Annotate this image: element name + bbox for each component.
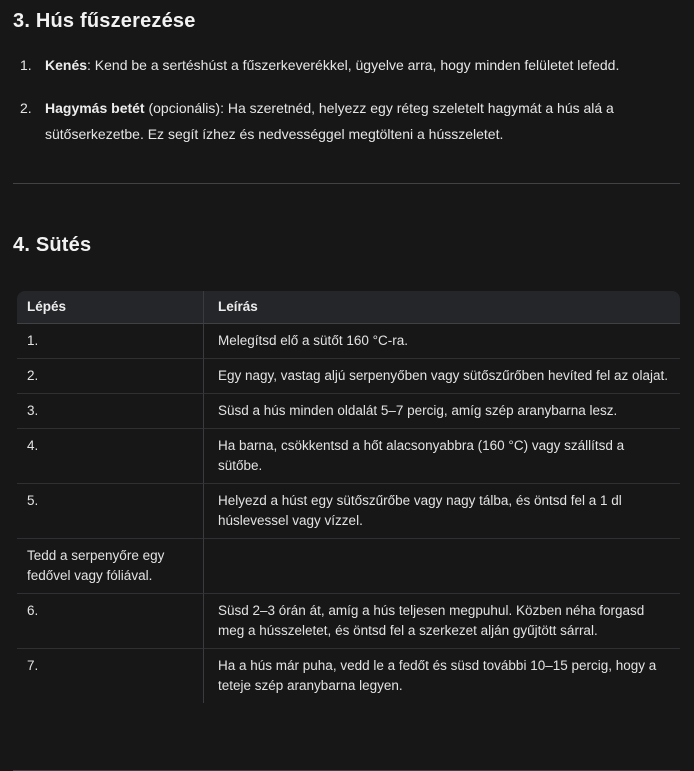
table-row xyxy=(17,648,680,703)
table-body xyxy=(17,324,680,703)
description-cell: Melegítsd elő a sütőt 160 °C-ra. xyxy=(203,324,680,358)
table-row xyxy=(17,358,680,393)
column-header-step: Lépés xyxy=(17,291,203,324)
description-cell: Egy nagy, vastag aljú serpenyőben vagy sütőszűrőben hevíted fel az olajat. xyxy=(203,358,680,393)
step-cell: 1. xyxy=(27,333,39,348)
description-cell xyxy=(203,538,680,593)
list-item-rest: (opcionális): Ha szeretnéd, helyezz egy réteg szeletelt hagymát a hús alá a sütőserkezetbe. Ez segít ízhez és nedvességgel megtölteni a hússzeletet. xyxy=(45,100,614,142)
baking-steps-table xyxy=(17,291,680,703)
step-cell: 3. xyxy=(17,393,203,428)
table-row xyxy=(17,483,680,538)
section-divider xyxy=(13,183,680,184)
section-heading-baking: 4. Sütés xyxy=(13,234,92,256)
list-item-number: 2. xyxy=(20,100,32,116)
list-item xyxy=(20,95,680,147)
column-header-description: Leírás xyxy=(203,291,680,324)
step-cell: 7. xyxy=(17,648,203,703)
section-heading-meat-seasoning: 3. Hús fűszerezése xyxy=(13,10,196,32)
table-row xyxy=(17,324,680,358)
description-cell: Süsd a hús minden oldalát 5–7 percig, amíg szép aranybarna lesz. xyxy=(203,393,680,428)
list-item-bold: Hagymás betét xyxy=(45,100,145,116)
table-row xyxy=(17,428,680,483)
step-cell: 2. xyxy=(17,358,203,393)
list-item xyxy=(20,52,680,78)
list-item-text xyxy=(45,95,675,147)
description-cell: Ha barna, csökkentsd a hőt alacsonyabbra (160 °C) vagy szállítsd a sütőbe. xyxy=(203,428,680,483)
table-row xyxy=(17,538,680,593)
table-row xyxy=(17,593,680,648)
description-cell: Ha a hús már puha, vedd le a fedőt és süsd további 10–15 percig, hogy a teteje szép aranybarna legyen. xyxy=(203,648,680,703)
table-row xyxy=(17,393,680,428)
step-cell: Tedd a serpenyőre egy fedővel vagy fóliával. xyxy=(17,538,203,593)
list-item-number: 1. xyxy=(20,57,32,73)
list-item-text xyxy=(45,52,675,78)
table-header xyxy=(17,291,680,324)
list-item-bold: Kenés xyxy=(45,57,88,73)
seasoning-steps-list xyxy=(13,52,680,147)
description-cell: Helyezd a húst egy sütőszűrőbe vagy nagy tálba, és öntsd fel a 1 dl húslevessel vagy vízzel. xyxy=(203,483,680,538)
list-item-rest: : Kend be a sertéshúst a fűszerkeverékkel, ügyelve arra, hogy minden felületet lefedd. xyxy=(87,57,620,73)
description-cell: Süsd 2–3 órán át, amíg a hús teljesen megpuhul. Közben néha forgasd meg a hússzeletet, és öntsd fel a szerkezet alján gyűjtött sárral. xyxy=(203,593,680,648)
table-header-row xyxy=(17,291,680,324)
step-cell: 5. xyxy=(17,483,203,538)
step-cell: 6. xyxy=(17,593,203,648)
step-cell: 4. xyxy=(17,428,203,483)
